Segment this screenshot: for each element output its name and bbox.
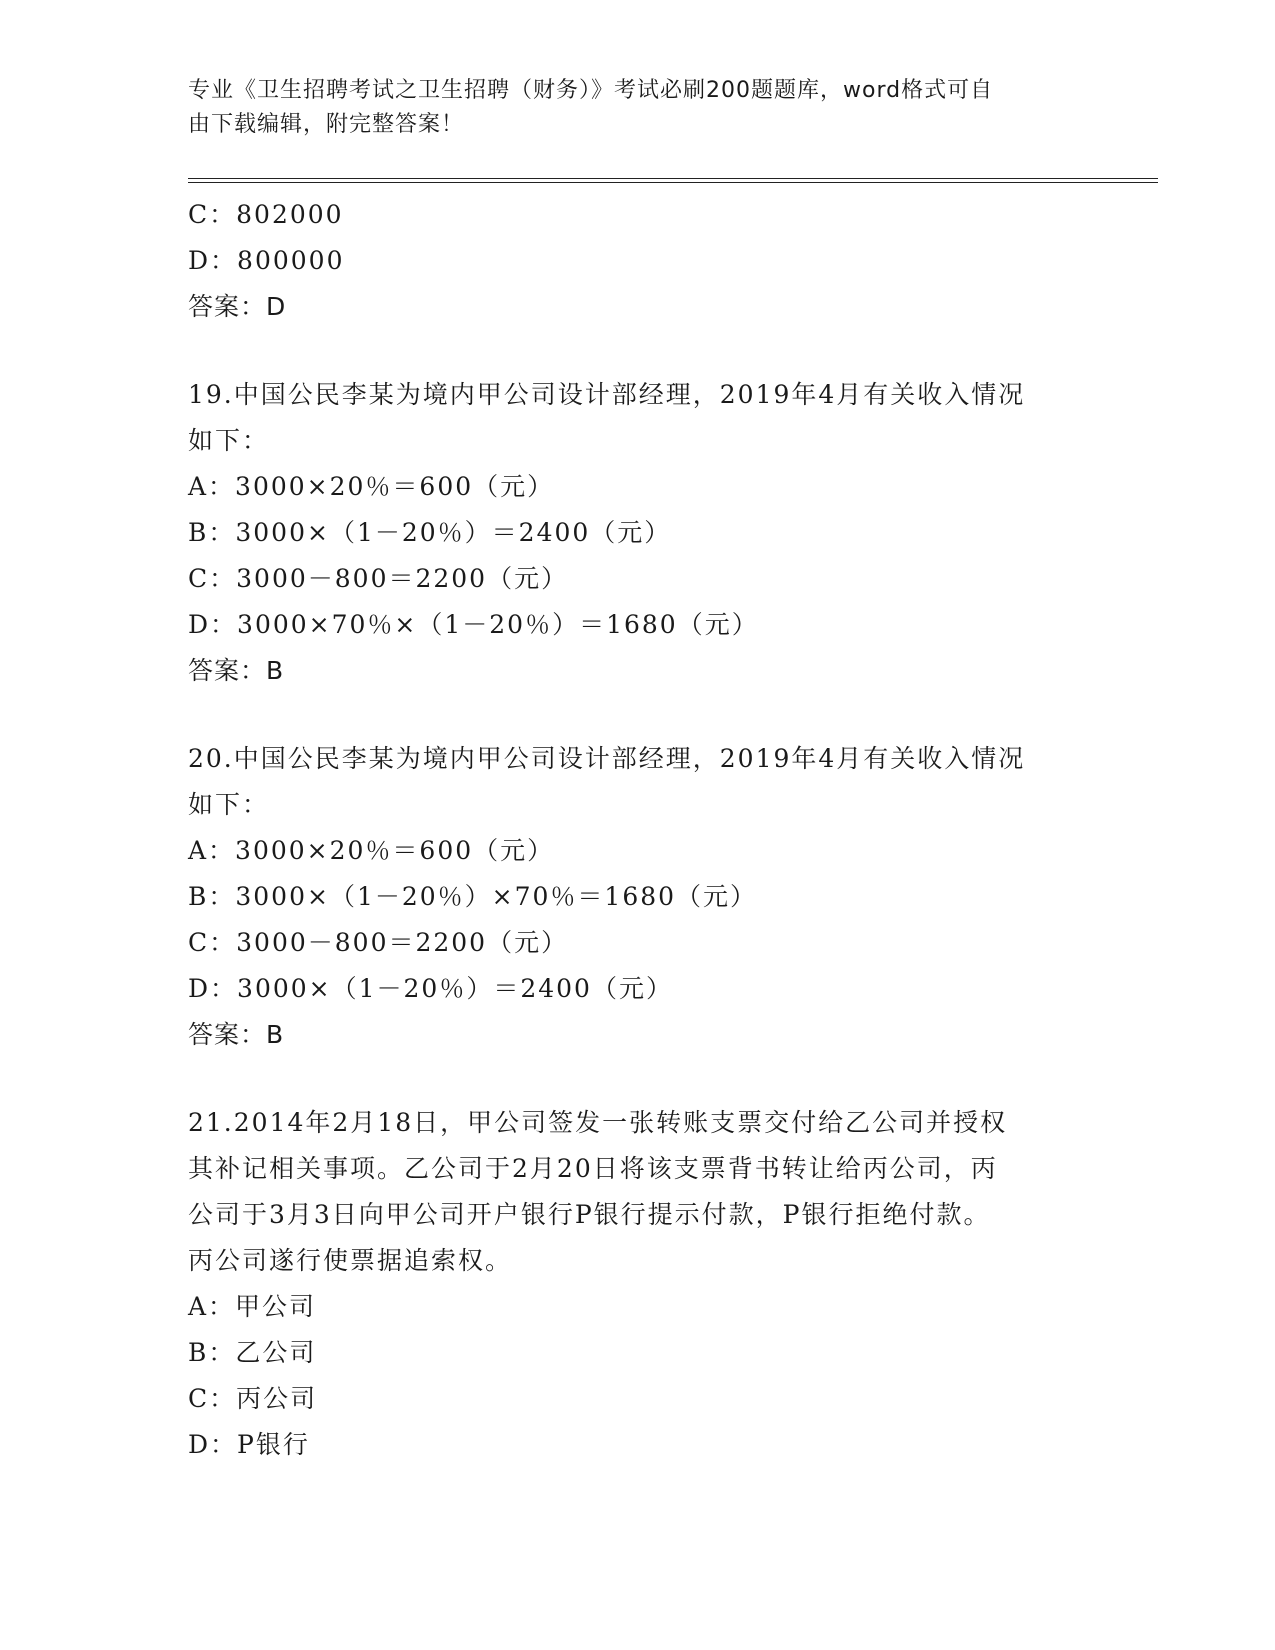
option-b: B：乙公司 xyxy=(188,1338,317,1367)
option-b: B：3000×（1－20％）＝2400（元） xyxy=(188,518,672,547)
option-c: C：丙公司 xyxy=(188,1384,318,1413)
option-d: D：3000×（1－20％）＝2400（元） xyxy=(188,974,673,1003)
option-a: A：甲公司 xyxy=(188,1292,317,1321)
option-c: C：3000－800＝2200（元） xyxy=(188,928,569,957)
header-title-line-2: 由下载编辑，附完整答案！ xyxy=(188,112,465,137)
option-d: D：3000×70％×（1－20％）＝1680（元） xyxy=(188,610,759,639)
option-d: D：800000 xyxy=(188,246,345,275)
question-21 xyxy=(188,1100,1088,1468)
question-20 xyxy=(188,736,1088,1058)
question-stem-line: 20.中国公民李某为境内甲公司设计部经理，2019年4月有关收入情况 xyxy=(188,744,1026,773)
question-stem-line: 公司于3月3日向甲公司开户银行P银行提示付款，P银行拒绝付款。 xyxy=(188,1200,991,1229)
header-rule-bottom xyxy=(188,182,1158,183)
page-header xyxy=(188,74,1088,142)
question-stem-line: 如下： xyxy=(188,790,270,819)
option-b: B：3000×（1－20％）×70％＝1680（元） xyxy=(188,882,758,911)
question-stem-line: 21.2014年2月18日，甲公司签发一张转账支票交付给乙公司并授权 xyxy=(188,1108,1008,1137)
question-stem-line: 丙公司遂行使票据追索权。 xyxy=(188,1246,513,1275)
option-c: C：3000－800＝2200（元） xyxy=(188,564,569,593)
answer-line: 答案：B xyxy=(188,656,285,685)
question-18-tail xyxy=(188,192,1088,330)
question-stem-line: 19.中国公民李某为境内甲公司设计部经理，2019年4月有关收入情况 xyxy=(188,380,1026,409)
header-title-line-1: 专业《卫生招聘考试之卫生招聘（财务）》考试必刷200题题库，word格式可自 xyxy=(188,78,994,103)
question-19 xyxy=(188,372,1088,694)
header-rule-top xyxy=(188,178,1158,179)
option-c: C：802000 xyxy=(188,200,344,229)
option-a: A：3000×20％＝600（元） xyxy=(188,472,555,501)
question-stem-line: 其补记相关事项。乙公司于2月20日将该支票背书转让给丙公司，丙 xyxy=(188,1154,998,1183)
option-d: D：P银行 xyxy=(188,1430,310,1459)
question-stem-line: 如下： xyxy=(188,426,270,455)
answer-line: 答案：D xyxy=(188,292,287,321)
answer-line: 答案：B xyxy=(188,1020,285,1049)
option-a: A：3000×20％＝600（元） xyxy=(188,836,555,865)
document-body xyxy=(188,192,1088,1468)
